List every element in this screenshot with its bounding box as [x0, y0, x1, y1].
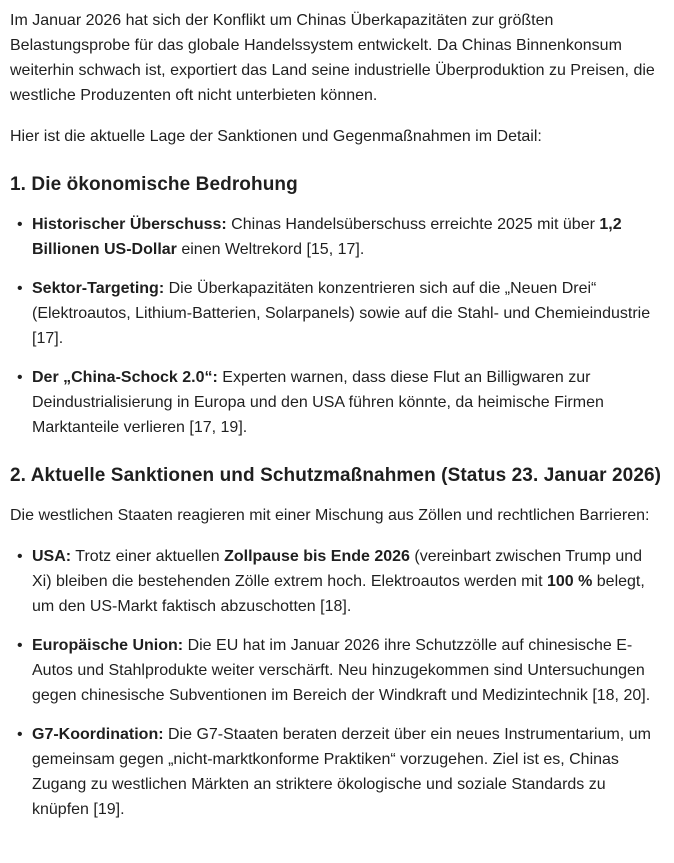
text-run: Die westlichen Staaten reagieren mit einer Mischung aus Zöllen und rechtlichen Barrieren: — [10, 507, 650, 524]
bold-text-run: USA: — [32, 548, 72, 565]
list-item — [32, 722, 664, 822]
text-run: Die G7-Staaten beraten derzeit über ein neues Instrumentarium, um gemeinsam gegen „nicht-marktkonforme Praktiken“ vorzugehen. Ziel ist es, Chinas Zugang zu westlichen Märkten an striktere ökologische und soziale Standards zu knüpfen [19]. — [32, 726, 651, 818]
section-1-heading — [10, 171, 664, 198]
list-item — [32, 212, 664, 262]
bold-text-run: G7-Koordination: — [32, 726, 164, 743]
bold-text-run: Historischer Überschuss: — [32, 216, 227, 233]
bold-text-run: 100 % — [546, 573, 593, 590]
text-run: Im Januar 2026 hat sich der Konflikt um Chinas Überkapazitäten zur größten Belastungsprobe für das globale Handelssystem entwickelt. Da Chinas Binnenkonsum weiterhin schwach ist, exportiert das Land seine industrielle Überproduktion zu Preisen, die westliche Produzenten oft nicht unterbieten können. — [10, 12, 655, 104]
list-item — [32, 544, 664, 619]
text-run: belegt, um den US-Markt faktisch abzuschotten [18]. — [32, 573, 645, 615]
bold-text-run: 1,2 Billionen US-Dollar — [32, 216, 622, 258]
bold-text-run: 2. Aktuelle Sanktionen und Schutzmaßnahmen (Status 23. Januar 2026) — [10, 465, 662, 486]
bold-text-run: 1. Die ökonomische Bedrohung — [10, 174, 298, 195]
text-run: Trotz einer aktuellen — [71, 548, 225, 565]
text-run: Die Überkapazitäten konzentrieren sich auf die „Neuen Drei“ (Elektroautos, Lithium-Batterien, Solarpanels) sowie auf die Stahl- und Chemieindustrie [17]. — [32, 280, 651, 347]
text-run: (vereinbart zwischen Trump und Xi) bleiben die bestehenden Zölle extrem hoch. Elektroautos werden mit — [32, 548, 643, 590]
list-item — [32, 276, 664, 351]
bold-text-run: Zollpause bis Ende 2026 — [224, 548, 410, 565]
bold-text-run: Europäische Union: — [32, 637, 184, 654]
intro-paragraph — [10, 8, 664, 108]
text-run: Experten warnen, dass diese Flut an Billigwaren zur Deindustrialisierung in Europa und den USA führen könnte, da heimische Firmen Marktanteile verlieren [17, 19]. — [32, 369, 604, 436]
section-2-heading — [10, 462, 664, 489]
text-run: Hier ist die aktuelle Lage der Sanktionen und Gegenmaßnahmen im Detail: — [10, 128, 542, 145]
text-run: Die EU hat im Januar 2026 ihre Schutzzölle auf chinesische E-Autos und Stahlprodukte weiter verschärft. Neu hinzugekommen sind Untersuchungen gegen chinesische Subventionen im Bereich der Windkraft und Medizintechnik [18, 20]. — [32, 637, 651, 704]
text-run: Chinas Handelsüberschuss erreichte 2025 mit über — [226, 216, 600, 233]
bold-text-run: Sektor-Targeting: — [32, 280, 165, 297]
list-item — [32, 633, 664, 708]
document-body — [10, 8, 664, 822]
measures-intro-paragraph — [10, 503, 664, 528]
text-run: einen Weltrekord [15, 17]. — [176, 241, 365, 258]
lead-in-paragraph — [10, 124, 664, 149]
economic-threat-list — [10, 212, 664, 440]
list-item — [32, 365, 664, 440]
bold-text-run: Der „China-Schock 2.0“: — [32, 369, 218, 386]
sanctions-list — [10, 544, 664, 822]
